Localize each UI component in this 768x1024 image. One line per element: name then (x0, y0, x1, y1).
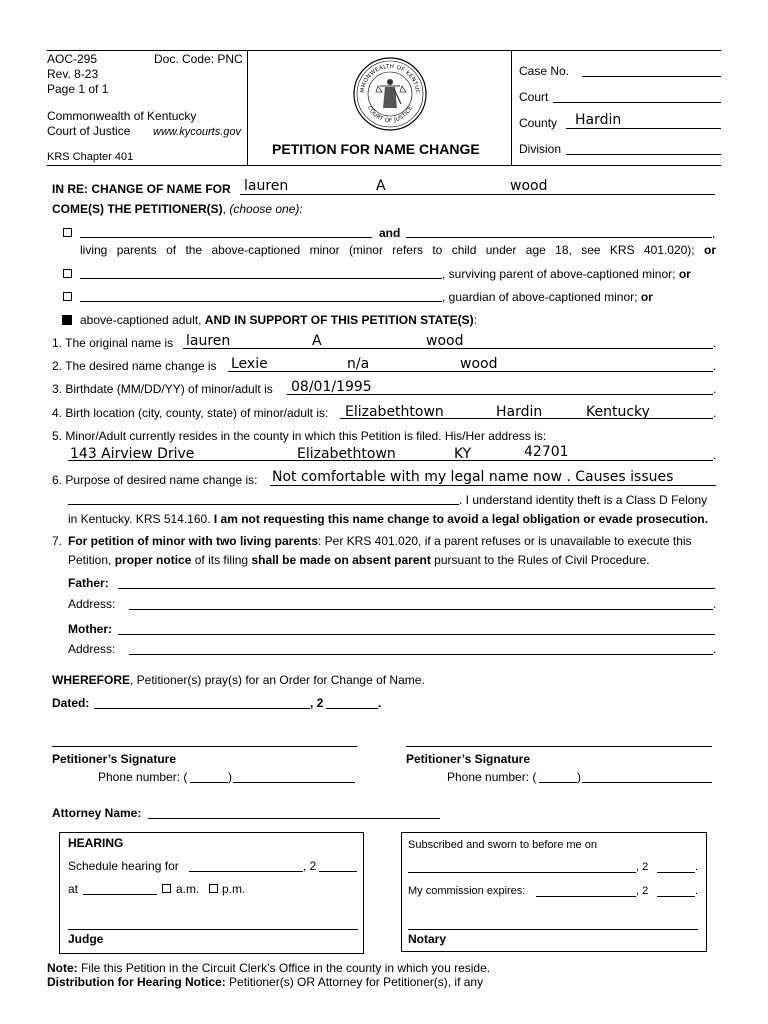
mother-address-label: Address: (68, 642, 116, 656)
option-guardian-checkbox[interactable] (63, 292, 72, 301)
county-field[interactable] (566, 128, 721, 129)
option-two-parents-comma: , (712, 226, 716, 240)
dated-year-field[interactable] (326, 708, 378, 709)
notary-signature-line[interactable] (408, 929, 698, 930)
notary-year-period: . (695, 861, 699, 873)
phone-1-field[interactable] (233, 782, 355, 783)
item7-main: : Per KRS 401.020, if a parent refuses or is unavailable to execute this (318, 534, 692, 548)
phone-1-paren: ) (228, 770, 232, 784)
phone-1-area-field[interactable] (190, 782, 228, 783)
wherefore-text (52, 673, 425, 687)
parent-one-field[interactable] (80, 237, 372, 238)
desired-last-name: wood (460, 356, 498, 372)
in-re-middle-name: A (376, 178, 386, 194)
phone-1-label (98, 770, 187, 784)
footer-note (47, 961, 490, 975)
petitioner-signature-2-label: Petitioner’s Signature (406, 752, 531, 766)
notary-year-prefix: , 2 (636, 861, 649, 873)
revision: Rev. 8-23 (47, 67, 99, 81)
option-adult-label: above-captioned adult, (80, 313, 202, 327)
item7-text (68, 534, 692, 548)
item7-line2-a: Petition, (68, 553, 112, 567)
hearing-am-checkbox[interactable] (162, 884, 171, 893)
notary-commission-field[interactable] (536, 896, 636, 897)
in-re-label: IN RE: CHANGE OF NAME FOR (52, 182, 231, 196)
original-last-name: wood (426, 333, 464, 349)
footer-distribution-bold: Distribution for Hearing Notice: (47, 975, 226, 989)
option-two-parents-text-main: living parents of the above-captioned minor (minor refers to child under age 18, see KRS 401.020); (80, 243, 695, 257)
court-of-justice: Court of Justice (47, 124, 131, 138)
item7-bold: For petition of minor with two living parents (68, 534, 318, 548)
phone-2-field[interactable] (582, 782, 712, 783)
option-two-parents-and: and (379, 226, 401, 240)
dated-year-prefix: , 2 (310, 696, 324, 710)
birthdate-value: 08/01/1995 (291, 379, 372, 395)
wherefore-bold: WHEREFORE (52, 673, 130, 687)
court-field[interactable] (553, 102, 721, 103)
option-adult-text (80, 313, 477, 327)
commonwealth: Commonwealth of Kentucky (47, 109, 197, 123)
hearing-pm-label: p.m. (222, 882, 246, 896)
purpose-disclaimer-bold: I am not requesting this name change to avoid a legal obligation or evade prosecution. (213, 512, 708, 526)
phone-2-area-field[interactable] (539, 782, 577, 783)
phone-2-label-text: Phone number: ( (447, 770, 537, 784)
purpose-disclaimer-plain: in Kentucky. KRS 514.160. (68, 512, 211, 526)
attorney-field[interactable] (148, 818, 440, 819)
mother-label: Mother: (68, 622, 112, 636)
judge-signature-line[interactable] (68, 929, 358, 930)
petitioner-signature-1-line[interactable] (52, 746, 357, 747)
petitioner-heading: COME(S) THE PETITIONER(S), (choose one): (52, 202, 303, 216)
option-surviving-parent-label: , surviving parent of above-captioned minor; (442, 267, 676, 281)
in-re-name-field[interactable] (240, 194, 715, 195)
hearing-date-field[interactable] (189, 871, 303, 872)
header-top-rule (47, 50, 721, 51)
krs-chapter: KRS Chapter 401 (47, 151, 134, 163)
father-label: Father: (68, 576, 109, 590)
guardian-field[interactable] (80, 301, 442, 302)
phone-2-label (447, 770, 536, 784)
birth-state: Kentucky (586, 404, 650, 420)
item7-line2 (68, 553, 650, 567)
original-first-name: lauren (186, 333, 231, 349)
notary-commission-year-prefix: , 2 (636, 885, 649, 897)
seal-top-text: MMONWEALTH OF KENTUC (359, 63, 421, 95)
surviving-parent-field[interactable] (80, 278, 442, 279)
item7-number: 7. (52, 534, 63, 548)
county-value: Hardin (575, 112, 622, 128)
wherefore-main: , Petitioner(s) pray(s) for an Order for Change of Name. (130, 673, 425, 687)
notary-year-field[interactable] (657, 872, 695, 873)
county-label: County (519, 116, 558, 130)
case-no-label: Case No. (519, 64, 570, 78)
option-surviving-parent-checkbox[interactable] (63, 269, 72, 278)
attorney-label: Attorney Name: (52, 806, 142, 820)
desired-name-period: . (713, 359, 717, 373)
father-address-field[interactable] (129, 609, 713, 610)
option-two-parents-or: or (704, 243, 716, 257)
notary-label: Notary (408, 932, 447, 946)
option-guardian-text (442, 290, 653, 304)
option-guardian-label: , guardian of above-captioned minor; (442, 290, 638, 304)
header-divider-right (511, 50, 512, 165)
notary-commission-label: My commission expires: (408, 885, 526, 897)
page-number: Page 1 of 1 (47, 82, 109, 96)
petitioner-signature-2-line[interactable] (406, 746, 712, 747)
form-title: PETITION FOR NAME CHANGE (272, 141, 480, 157)
option-adult-bold: AND IN SUPPORT OF THIS PETITION STATE(S) (204, 313, 474, 327)
item7-line2-c: of its filing (194, 553, 249, 567)
father-address-label: Address: (68, 597, 116, 611)
header-divider-left (247, 50, 248, 165)
notary-commission-year-field[interactable] (657, 896, 695, 897)
purpose-tail: . I understand identity theft is a Class D Felony (459, 493, 708, 507)
hearing-year-prefix: , 2 (303, 859, 317, 873)
petitioner-signature-1-label: Petitioner’s Signature (52, 752, 177, 766)
address-state: KY (454, 446, 472, 462)
item7-line2-d: shall be made on absent parent (251, 553, 431, 567)
father-label-text: Father (68, 576, 105, 590)
item7-line2-b: proper notice (114, 553, 192, 567)
address-period: . (713, 448, 717, 462)
phone-2-paren: ) (577, 770, 581, 784)
purpose-disclaimer (68, 512, 708, 526)
item7-line2-e: pursuant to the Rules of Civil Procedure. (434, 553, 650, 567)
purpose-field-line2[interactable] (68, 504, 459, 505)
dated-period: . (378, 696, 382, 710)
header-bottom-rule (47, 165, 721, 166)
option-adult-colon: : (473, 313, 478, 327)
notary-commission-period: . (695, 885, 699, 897)
birth-location-period: . (713, 406, 717, 420)
footer-note-bold: Note: (47, 961, 78, 975)
birthdate-period: . (713, 382, 717, 396)
father-field[interactable] (118, 588, 715, 589)
hearing-box (59, 832, 364, 954)
doc-code: Doc. Code: PNC (154, 52, 243, 66)
option-surviving-parent-or: or (678, 267, 691, 281)
hearing-time-field[interactable] (83, 894, 157, 895)
birth-location-label: 4. Birth location (city, county, state) of minor/adult is: (52, 406, 329, 420)
hearing-year-field[interactable] (319, 871, 357, 872)
purpose-field-line1[interactable] (270, 485, 716, 486)
case-no-field[interactable] (582, 76, 721, 77)
purpose-label: 6. Purpose of desired name change is: (52, 473, 258, 487)
birth-county: Hardin (496, 404, 543, 420)
purpose-value: Not comfortable with my legal name now . Causes issues (272, 469, 674, 485)
footer-distribution (47, 975, 483, 989)
address-street: 143 Airview Drive (70, 446, 195, 462)
option-two-parents-checkbox[interactable] (63, 228, 72, 237)
address-city: Elizabethtown (297, 446, 396, 462)
division-field[interactable] (566, 154, 721, 155)
in-re-first-name: lauren (244, 178, 289, 194)
kentucky-seal (352, 56, 428, 132)
mother-address-period: . (713, 642, 717, 656)
desired-first-name: Lexie (231, 356, 268, 372)
mother-label-text: Mother (68, 622, 108, 636)
notary-date-field[interactable] (408, 872, 636, 873)
hearing-pm-checkbox[interactable] (209, 884, 218, 893)
petitioner-heading-bold: COME(S) THE PETITIONER(S) (52, 202, 223, 216)
footer-note-text: File this Petition in the Circuit Clerk’s Office in the county in which you reside. (81, 961, 491, 975)
hearing-at-label: at (68, 882, 79, 896)
division-label: Division (519, 142, 562, 156)
desired-middle-name: n/a (347, 356, 370, 372)
footer-distribution-text: Petitioner(s) OR Attorney for Petitioner(s), if any (229, 975, 484, 989)
court-label: Court (519, 90, 549, 104)
form-id: AOC-295 (47, 52, 98, 66)
desired-name-label: 2. The desired name change is (52, 359, 217, 373)
phone-1-label-text: Phone number: ( (98, 770, 188, 784)
dated-field[interactable] (94, 708, 310, 709)
option-two-parents-text (80, 243, 716, 257)
notary-subscribed: Subscribed and sworn to before me on (408, 839, 597, 851)
address-zip: 42701 (524, 444, 569, 460)
birth-city: Elizabethtown (345, 404, 444, 420)
option-adult-checkbox[interactable] (62, 315, 72, 325)
option-surviving-parent-text (442, 267, 691, 281)
original-middle-name: A (312, 333, 322, 349)
in-re-last-name: wood (510, 178, 548, 194)
option-guardian-or: or (640, 290, 653, 304)
mother-address-field[interactable] (129, 654, 713, 655)
dated-label: Dated: (52, 696, 90, 710)
father-address-period: . (713, 597, 717, 611)
original-name-label: 1. The original name is (52, 336, 174, 350)
mother-field[interactable] (118, 634, 715, 635)
parent-two-field[interactable] (406, 237, 712, 238)
petitioner-heading-italic: (choose one): (229, 202, 303, 216)
website: www.kycourts.gov (153, 126, 242, 138)
hearing-am-label: a.m. (176, 882, 200, 896)
judge-label: Judge (68, 932, 104, 946)
hearing-title: HEARING (68, 836, 124, 850)
hearing-schedule-label: Schedule hearing for (68, 859, 179, 873)
birthdate-label: 3. Birthdate (MM/DD/YY) of minor/adult is (52, 382, 273, 396)
seal-bottom-text: COURT OF JUSTICE (365, 105, 415, 125)
residence-label: 5. Minor/Adult currently resides in the county in which this Petition is filed. His/Her address is: (52, 429, 547, 443)
original-name-period: . (713, 336, 717, 350)
